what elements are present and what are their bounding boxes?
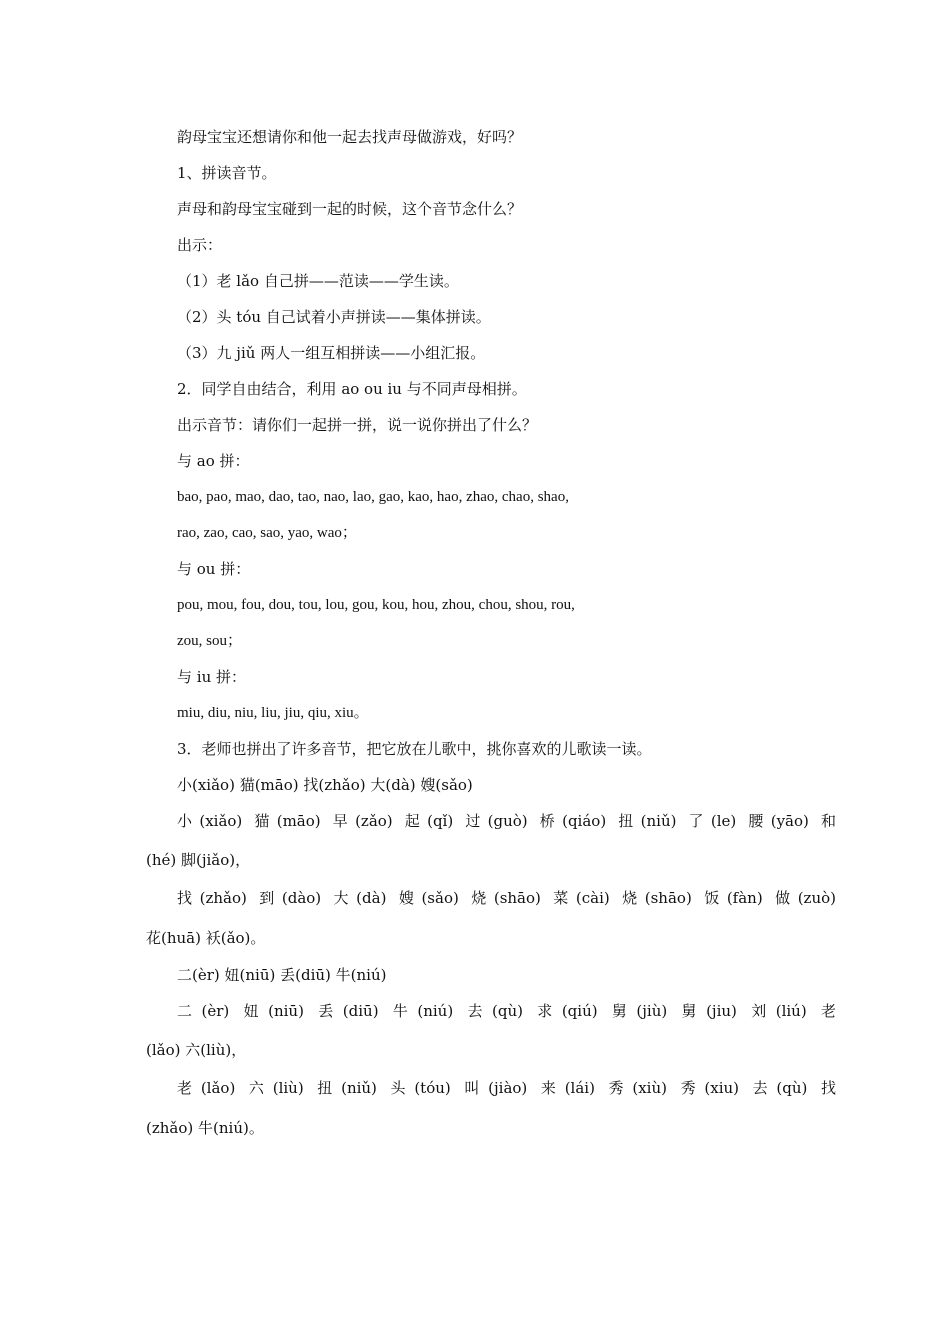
rhyme-2-line-2-cont: (zhǎo) 牛(niú)。 [146, 1119, 264, 1137]
iu-heading: 与 iu 拼： [177, 668, 246, 686]
paragraph-show: 出示： [177, 236, 223, 254]
paragraph-show-syllables: 出示音节：请你们一起拼一拼，说一说你拼出了什么？ [177, 416, 538, 434]
step-1-heading: 1、拼读音节。 [177, 164, 277, 182]
rhyme-2-title: 二(èr) 妞(niū) 丢(diū) 牛(niú) [177, 966, 387, 984]
list-item-2: （2）头 tóu 自己试着小声拼读——集体拼读。 [177, 308, 491, 326]
ou-syllables-line-2: zou, sou； [177, 633, 242, 649]
ao-syllables-line-2: rao, zao, cao, sao, yao, wao； [177, 525, 357, 541]
paragraph-question: 声母和韵母宝宝碰到一起的时候，这个音节念什么？ [177, 200, 523, 218]
paragraph-intro: 韵母宝宝还想请你和他一起去找声母做游戏，好吗？ [177, 128, 523, 146]
rhyme-2-line-2: 老(lǎo) 六(liù) 扭(niǔ) 头(tóu) 叫(jiào) 来(lái) 秀(xiù) 秀(xiu) 去(qù) 找 [177, 1079, 836, 1097]
rhyme-1-title: 小(xiǎo) 猫(māo) 找(zhǎo) 大(dà) 嫂(sǎo) [177, 776, 473, 794]
list-item-1: （1）老 lǎo 自己拼——范读——学生读。 [177, 272, 459, 290]
step-2-heading: 2．同学自由结合，利用 ao ou iu 与不同声母相拼。 [177, 380, 527, 398]
step-3-heading: 3．老师也拼出了许多音节，把它放在儿歌中，挑你喜欢的儿歌读一读。 [177, 740, 652, 758]
rhyme-2-line-1-cont: (lǎo) 六(liù)， [146, 1041, 247, 1059]
ou-syllables-line-1: pou, mou, fou, dou, tou, lou, gou, kou, hou, zhou, chou, shou, rou, [177, 597, 575, 613]
rhyme-1-line-1-cont: (hé) 脚(jiǎo)， [146, 851, 251, 869]
rhyme-1-line-2-cont: 花(huā) 袄(ǎo)。 [146, 929, 266, 947]
ou-heading: 与 ou 拼： [177, 560, 251, 578]
ao-heading: 与 ao 拼： [177, 452, 250, 470]
rhyme-2-line-1: 二(èr) 妞(niū) 丢(diū) 牛(niú) 去(qù) 求(qiú) 舅(jiù) 舅(jiu) 刘(liú) 老 [177, 1002, 836, 1020]
iu-syllables: miu, diu, niu, liu, jiu, qiu, xiu。 [177, 705, 369, 721]
ao-syllables-line-1: bao, pao, mao, dao, tao, nao, lao, gao, kao, hao, zhao, chao, shao, [177, 489, 569, 505]
rhyme-1-line-2: 找(zhǎo) 到(dào) 大(dà) 嫂(sǎo) 烧(shāo) 菜(cài) 烧(shāo) 饭(fàn) 做(zuò) [177, 889, 836, 907]
rhyme-1-line-1: 小(xiǎo) 猫(māo) 早(zǎo) 起(qǐ) 过(guò) 桥(qiáo) 扭(niǔ) 了(le) 腰(yāo) 和 [177, 812, 836, 830]
list-item-3: （3）九 jiǔ 两人一组互相拼读——小组汇报。 [177, 344, 486, 362]
